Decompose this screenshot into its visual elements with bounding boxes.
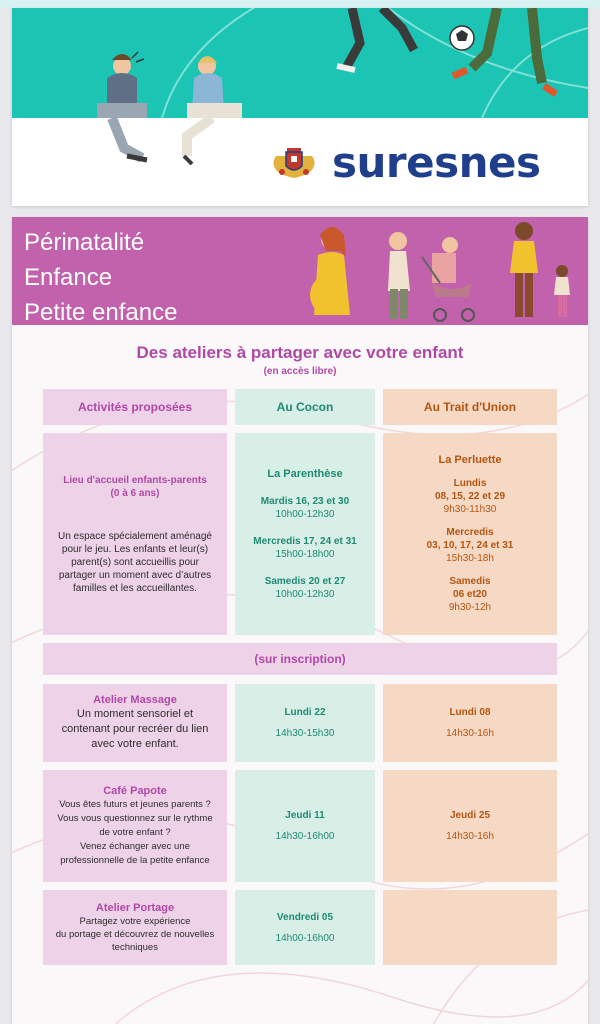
trait-slot-dates: 06 et20 bbox=[453, 589, 487, 600]
top-strip bbox=[0, 0, 600, 8]
trait-place: La Perluette bbox=[438, 454, 502, 466]
program-card bbox=[12, 217, 588, 1024]
massage-cocon-cell bbox=[235, 684, 375, 762]
sitting-man-illustration bbox=[97, 52, 147, 118]
cocon-place: La Parenthèse bbox=[267, 467, 343, 480]
trait-slot-time: 9h30-11h30 bbox=[443, 504, 497, 515]
massage-trait-day: Lundi 08 bbox=[449, 707, 491, 718]
massage-cocon-time: 14h30-15h30 bbox=[275, 728, 335, 739]
trait-slot-day: Samedis bbox=[449, 576, 491, 587]
cocon-slot-day: Mardis 16, 23 et 30 bbox=[260, 495, 350, 507]
trait-slot-day: Mercredis bbox=[446, 527, 494, 538]
massage-trait-time: 14h30-16h bbox=[446, 728, 494, 739]
cocon-slot-time: 10h00-12h30 bbox=[275, 508, 335, 520]
header-card bbox=[12, 8, 588, 206]
papote-trait-time: 14h30-16h bbox=[446, 831, 494, 842]
header-cocon: Au Cocon bbox=[235, 389, 375, 425]
banner-line-enfance: Enfance bbox=[24, 264, 113, 291]
brand-logo bbox=[270, 137, 541, 187]
figures-legs-illustration bbox=[12, 118, 272, 178]
portage-description: Partagez votre expérience du portage et découvrez de nouvelles techniques bbox=[55, 915, 215, 953]
portage-cocon-day: Vendredi 05 bbox=[276, 911, 334, 923]
sitting-woman-illustration bbox=[187, 56, 242, 118]
family-illustration bbox=[12, 217, 588, 325]
trait-slot-time: 9h30-12h bbox=[448, 602, 492, 613]
cocon-slot-time: 15h00-18h00 bbox=[275, 548, 335, 560]
lieu-trait-cell bbox=[383, 433, 557, 635]
access-note: (en accès libre) bbox=[263, 366, 337, 377]
massage-title: Atelier Massage bbox=[93, 694, 177, 706]
papote-trait-day: Jeudi 25 bbox=[449, 810, 491, 821]
lieu-description: Un espace spécialement aménagé pour le jeu. Les enfants et leur(s) parent(s) sont accueillis pour partager un moment avec d’autres familles et les accueillantes. bbox=[58, 530, 212, 594]
lieu-title: Lieu d'accueil enfants-parents bbox=[63, 474, 207, 486]
cocon-slot-day: Mercredis 17, 24 et 31 bbox=[253, 535, 357, 547]
lieu-age: (0 à 6 ans) bbox=[110, 487, 160, 499]
lieu-cocon-cell bbox=[235, 433, 375, 635]
portage-cocon-cell bbox=[235, 890, 375, 965]
trait-slot-day: Lundis bbox=[453, 478, 487, 489]
papote-cell bbox=[43, 770, 227, 882]
portage-trait-cell-empty bbox=[383, 890, 557, 965]
portage-cell bbox=[43, 890, 227, 965]
cocon-slot-time: 10h00-12h30 bbox=[275, 588, 335, 600]
city-crest-icon bbox=[270, 142, 318, 182]
inscription-banner: (sur inscription) bbox=[43, 643, 557, 675]
lieu-accueil-cell bbox=[43, 433, 227, 635]
portage-cocon-time: 14h00-16h00 bbox=[275, 932, 335, 944]
papote-description: Vous êtes futurs et jeunes parents ? Vous vous questionnez sur le rythme de votre enfant ? Venez échanger avec une professionnelle de la petite enfance bbox=[57, 798, 213, 866]
banner-line-perinatalite: Périnatalité bbox=[24, 229, 145, 256]
football-players-illustration bbox=[337, 8, 556, 94]
trait-slot-dates: 08, 15, 22 et 29 bbox=[434, 491, 506, 502]
banner-line-petite-enfance: Petite enfance bbox=[24, 299, 178, 326]
papote-trait-cell bbox=[383, 770, 557, 882]
trait-slot-time: 15h30-18h bbox=[446, 553, 494, 564]
trait-slot-dates: 03, 10, 17, 24 et 31 bbox=[426, 540, 514, 551]
massage-trait-cell bbox=[383, 684, 557, 762]
cocon-slot-day: Samedis 20 et 27 bbox=[264, 575, 346, 587]
massage-description: Un moment sensoriel et contenant pour recréer du lien avec votre enfant. bbox=[61, 708, 209, 750]
hero-illustration bbox=[12, 8, 588, 118]
header-trait-union: Au Trait d'Union bbox=[383, 389, 557, 425]
papote-cocon-time: 14h30-16h00 bbox=[275, 831, 335, 842]
massage-cell bbox=[43, 684, 227, 762]
header-activities: Activités proposées bbox=[43, 389, 227, 425]
page-title: Des ateliers à partager avec votre enfant bbox=[136, 343, 464, 362]
portage-title: Atelier Portage bbox=[95, 901, 175, 914]
papote-cocon-day: Jeudi 11 bbox=[285, 810, 325, 821]
massage-cocon-day: Lundi 22 bbox=[284, 707, 326, 718]
theme-banner bbox=[12, 217, 588, 325]
papote-cocon-cell bbox=[235, 770, 375, 882]
brand-name: suresnes bbox=[332, 137, 541, 187]
papote-title: Café Papote bbox=[103, 784, 167, 797]
